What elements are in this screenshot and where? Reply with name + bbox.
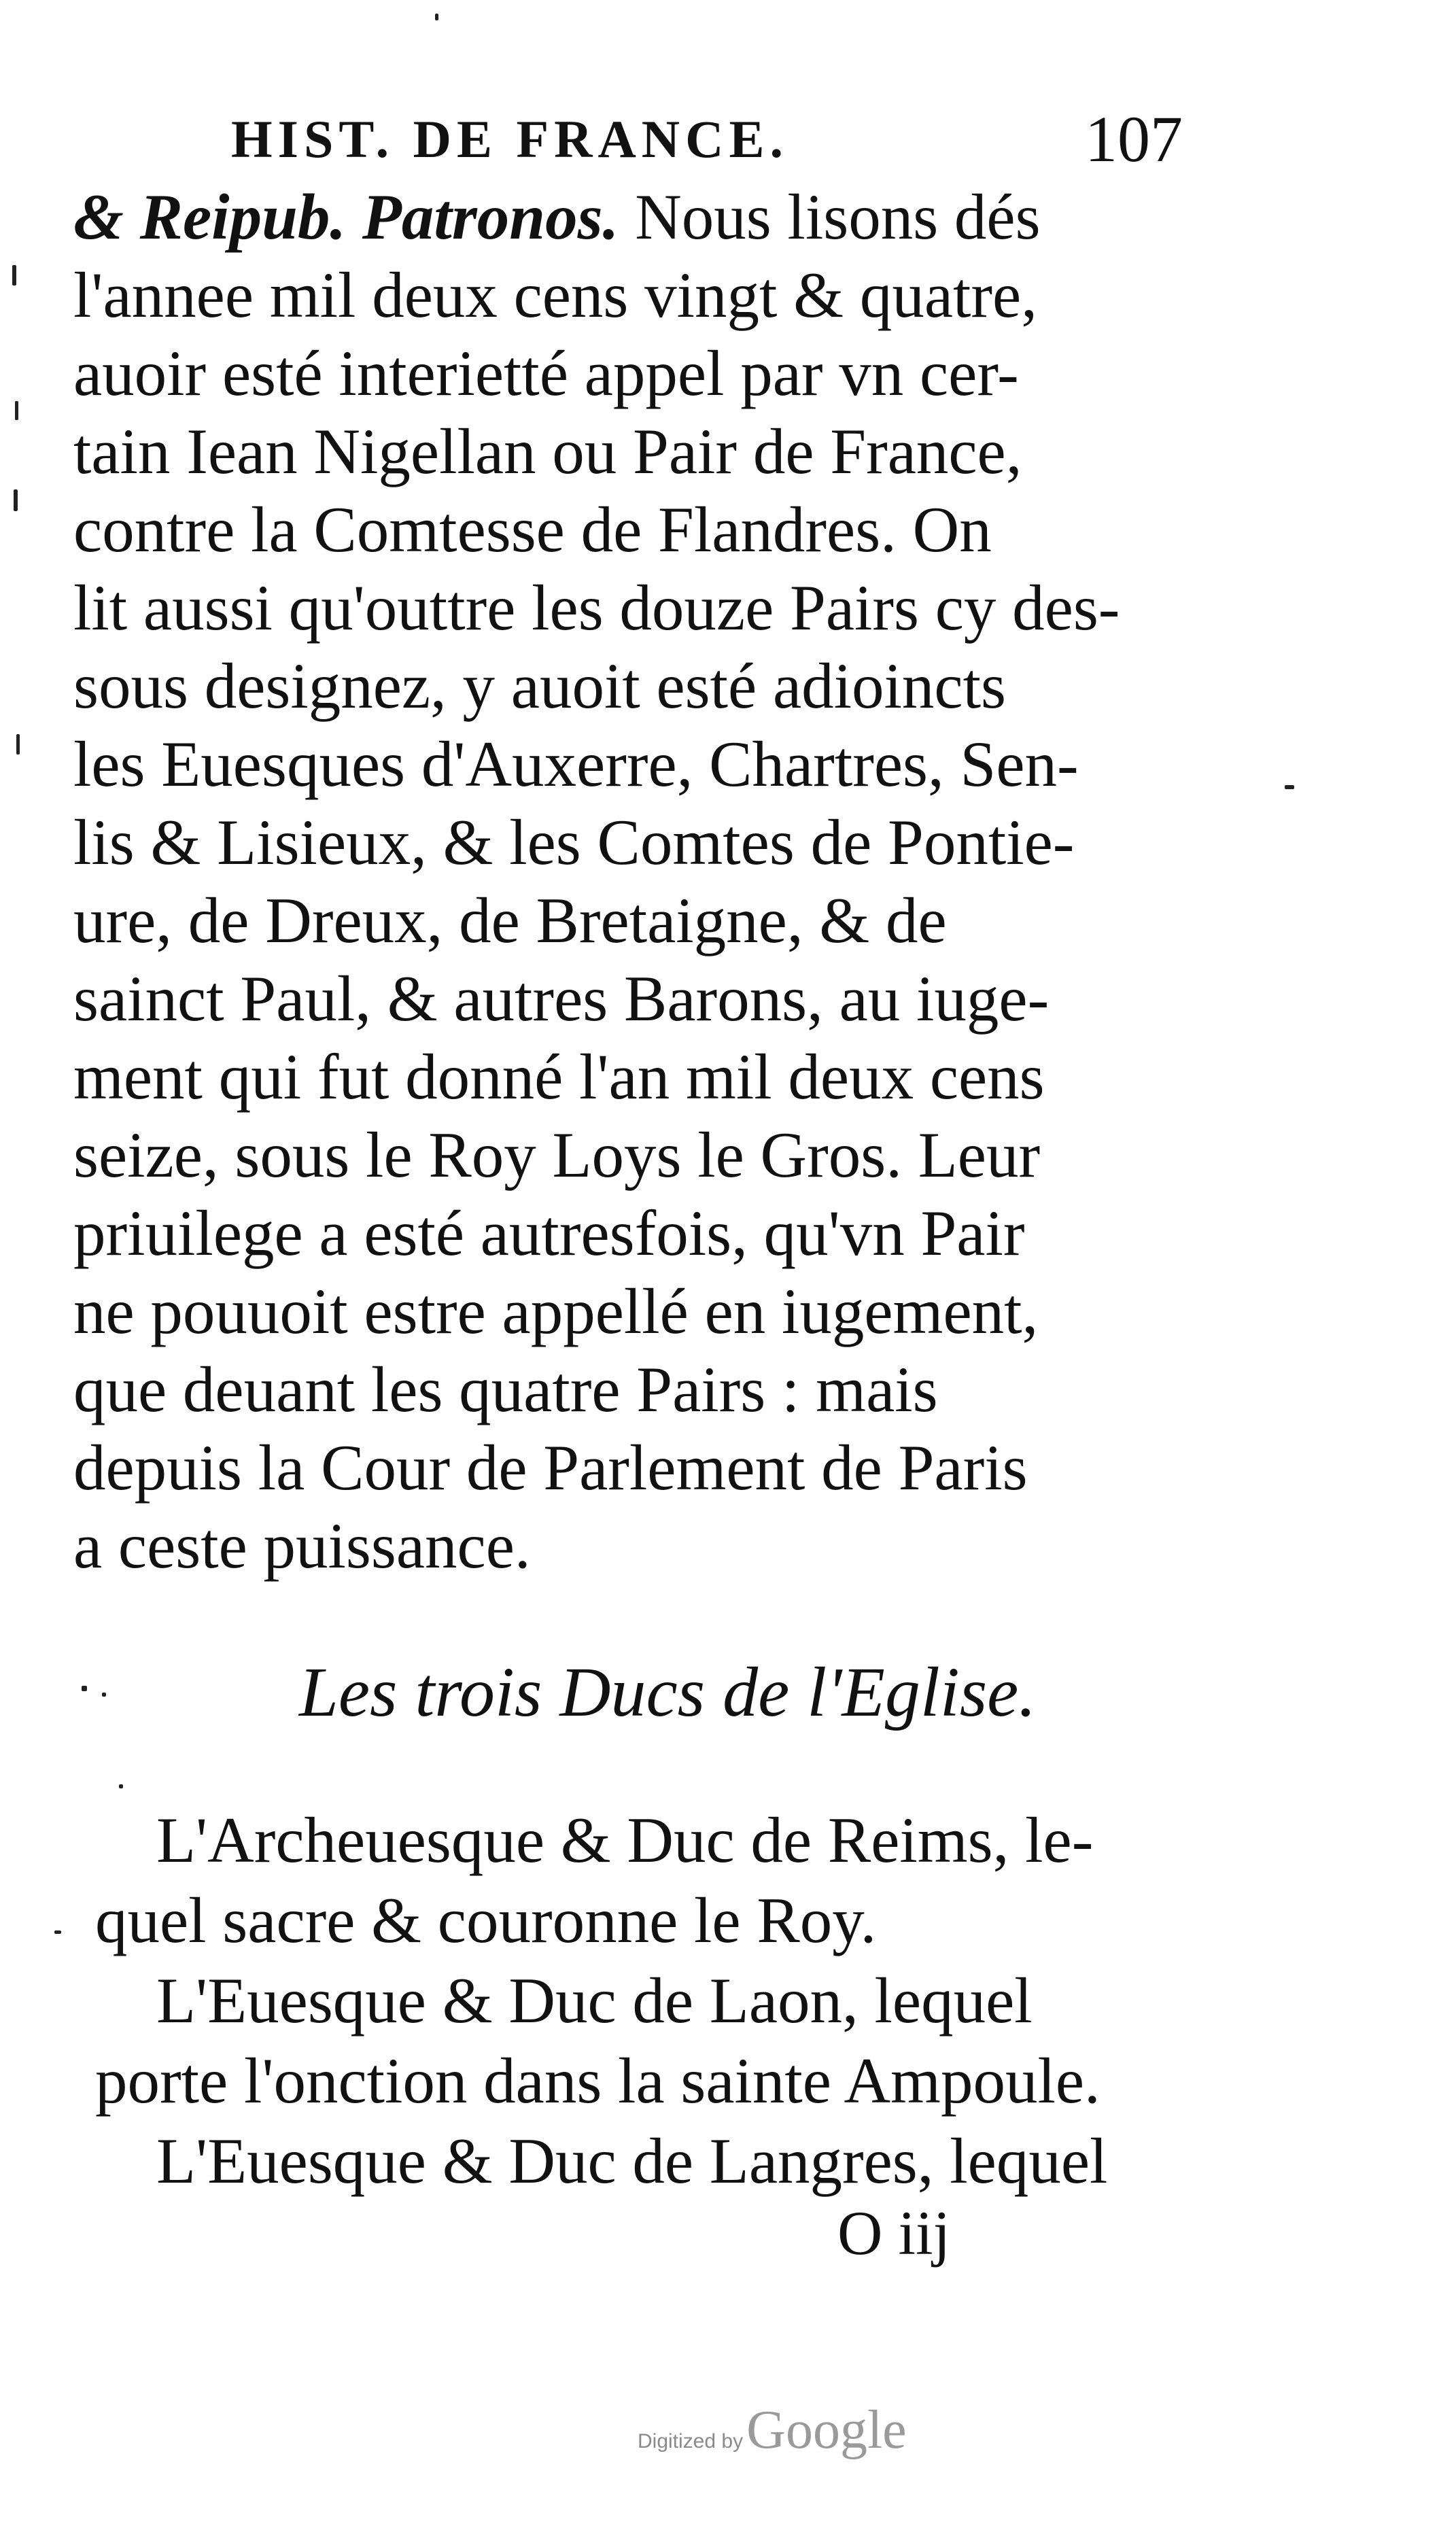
running-title: HIST. DE FRANCE.: [231, 109, 788, 169]
scan-speck: [1285, 785, 1294, 789]
signature-mark: O iij: [837, 2198, 951, 2268]
text-line: ne pouuoit estre appellé en iugement,: [73, 1275, 1039, 1347]
text-line: sainct Paul, & autres Barons, au iuge-: [73, 963, 1050, 1035]
text-line: seize, sous le Roy Loys le Gros. Leur: [73, 1119, 1041, 1191]
section-heading: Les trois Ducs de l'Eglise.: [299, 1653, 1037, 1731]
text-line: ure, de Dreux, de Bretaigne, & de: [73, 884, 947, 956]
scan-speck: [435, 14, 438, 20]
scan-speck: [12, 265, 16, 285]
watermark-prefix: Digitized by: [638, 2430, 744, 2453]
text-line: [73, 178, 1202, 256]
scan-speck: [15, 401, 18, 420]
body-paragraph: [73, 178, 1202, 1585]
text-line: auoir esté interietté appel par vn cer-: [73, 337, 1019, 409]
scan-speck: [54, 1930, 61, 1934]
text-line: sous designez, y auoit esté adioincts: [73, 650, 1006, 722]
text-line: tain Iean Nigellan ou Pair de France,: [73, 415, 1022, 487]
page-number: 107: [1085, 103, 1183, 175]
text-line: contre la Comtesse de Flandres. On: [73, 493, 992, 566]
italic-phrase: & Reipub. Patronos.: [73, 181, 619, 253]
scan-speck: [14, 489, 18, 511]
text-line: l'annee mil deux cens vingt & quatre,: [73, 259, 1037, 331]
text-segment: Nous lisons dés: [619, 181, 1041, 253]
text-line: que deuant les quatre Pairs : mais: [73, 1353, 938, 1425]
list-line: L'Euesque & Duc de Langres, lequel: [156, 2125, 1108, 2197]
duke-list: [95, 1800, 1210, 2201]
text-line: depuis la Cour de Parlement de Paris: [73, 1432, 1028, 1504]
digitized-watermark: [638, 2399, 907, 2461]
running-head: [231, 102, 1183, 177]
text-line: lit aussi qu'outtre les douze Pairs cy des-: [73, 572, 1120, 644]
scan-speck: [119, 1784, 123, 1788]
scan-speck: [102, 1693, 106, 1697]
watermark-brand: Google: [746, 2400, 907, 2460]
scan-speck: [82, 1686, 87, 1691]
text-line: les Euesques d'Auxerre, Chartres, Sen-: [73, 728, 1079, 800]
scan-speck: [16, 734, 20, 755]
list-line: L'Euesque & Duc de Laon, lequel: [156, 1964, 1033, 2037]
list-line: porte l'onction dans la sainte Ampoule.: [95, 2045, 1100, 2117]
text-line: a ceste puissance.: [73, 1510, 531, 1582]
text-line: ment qui fut donné l'an mil deux cens: [73, 1041, 1045, 1113]
list-line: quel sacre & couronne le Roy.: [95, 1884, 877, 1956]
text-line: priuilege a esté autresfois, qu'vn Pair: [73, 1197, 1025, 1269]
list-line: L'Archeuesque & Duc de Reims, le-: [156, 1804, 1094, 1876]
text-line: lis & Lisieux, & les Comtes de Pontie-: [73, 806, 1075, 878]
